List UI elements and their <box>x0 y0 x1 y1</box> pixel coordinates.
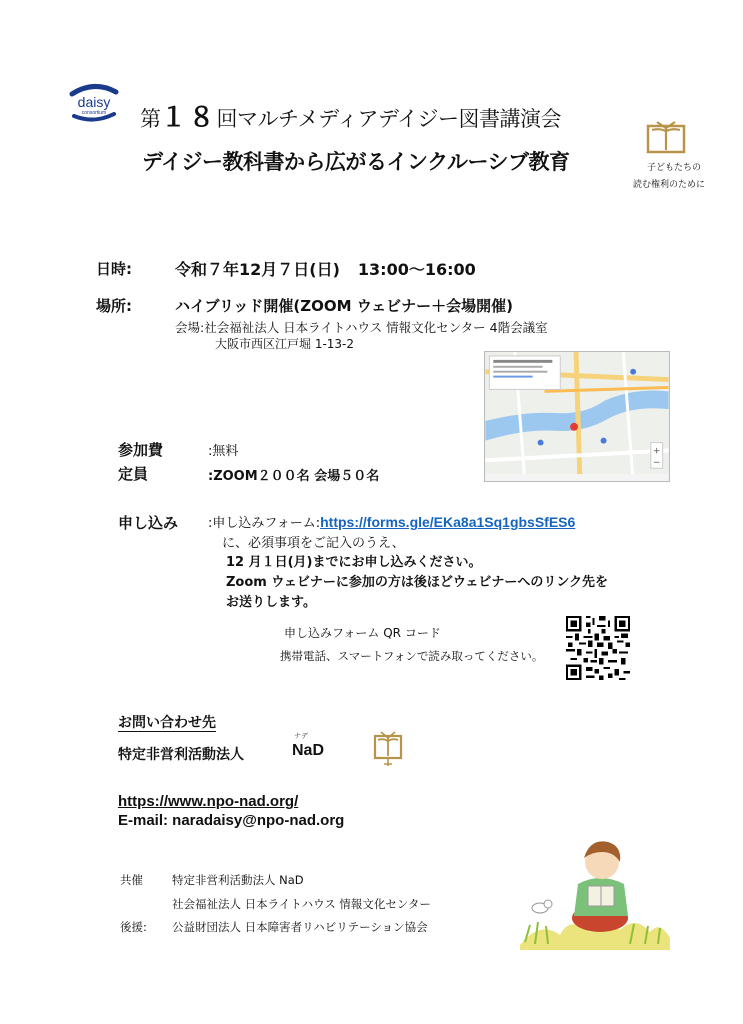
apply-line-3: 12 月１日(月)までにお申し込みください。 <box>226 555 482 570</box>
title-suffix: 回マルチメディアデイジー図書講演会 <box>216 107 562 131</box>
time-text: 13:00～16:00 <box>357 260 476 279</box>
qr-code[interactable] <box>566 616 630 680</box>
page-subtitle: デイジー教科書から広がるインクルーシブ教育 <box>142 150 570 174</box>
cohost-label: 共催 <box>120 873 143 887</box>
place-label: 場所: <box>96 297 132 315</box>
org-name-ruby: ナデ <box>294 732 308 740</box>
email-address[interactable]: E-mail: naradaisy@npo-nad.org <box>118 812 345 829</box>
tagline-1: 子どもたちの <box>647 163 702 173</box>
venue-address: 大阪市西区江戸堀 1-13-2 <box>215 337 355 351</box>
support-label: 後援: <box>120 920 147 934</box>
apply-form-link[interactable]: https://forms.gle/EKa8a1Sq1gbsSfES6 <box>320 514 576 530</box>
apply-prefix: :申し込みフォーム: <box>208 516 321 531</box>
qr-label: 申し込みフォーム QR コード <box>284 626 441 640</box>
map-pin-icon <box>570 423 578 431</box>
date-value <box>175 257 476 280</box>
fee-value: :無料 <box>208 444 239 459</box>
tagline-2: 読む権利のために <box>633 180 706 190</box>
fee-label: 参加費 <box>118 441 164 459</box>
apply-line-1 <box>208 512 575 531</box>
qr-note: 携帯電話、スマートフォンで読み取ってください。 <box>280 649 544 663</box>
contact-org: 特定非営利活動法人 <box>118 747 244 763</box>
page-title <box>140 97 561 134</box>
date-label: 日時: <box>96 260 132 278</box>
apply-label: 申し込み <box>118 514 179 532</box>
cohost-2: 社会福祉法人 日本ライトハウス 情報文化センター <box>172 897 431 911</box>
logo-subtext: consortium <box>81 110 107 116</box>
svg-text:+: + <box>653 446 661 457</box>
daisy-consortium-logo <box>66 82 122 122</box>
venue-line: 会場:社会福祉法人 日本ライトハウス 情報文化センター 4階会議室 <box>175 320 548 335</box>
apply-line-2: に、必須事項をご記入のうえ、 <box>222 536 405 551</box>
logo-text: daisy <box>77 94 111 110</box>
child-reading-illustration <box>520 820 670 950</box>
place-value: ハイブリッド開催(ZOOM ウェビナー＋会場開催) <box>175 297 513 315</box>
capacity-label: 定員 <box>118 465 149 483</box>
open-book-icon <box>645 120 687 154</box>
title-number: １８ <box>160 103 217 133</box>
org-name: NaD <box>292 742 325 759</box>
website-link[interactable]: https://www.npo-nad.org/ <box>118 793 299 810</box>
apply-line-5: お送りします。 <box>226 595 316 610</box>
svg-text:−: − <box>653 458 661 469</box>
date-text: 令和７年12月７日(日) <box>175 260 340 279</box>
venue-map[interactable] <box>484 351 670 482</box>
cohost-1: 特定非営利活動法人 NaD <box>172 873 304 887</box>
nad-book-icon <box>371 730 405 770</box>
title-prefix: 第 <box>140 107 161 131</box>
capacity-value: :ZOOM２００名 会場５０名 <box>208 469 380 484</box>
apply-line-4: Zoom ウェビナーに参加の方は後ほどウェビナーへのリンク先を <box>226 575 609 590</box>
support-1: 公益財団法人 日本障害者リハビリテーション協会 <box>172 920 428 934</box>
contact-heading: お問い合わせ先 <box>118 715 216 731</box>
